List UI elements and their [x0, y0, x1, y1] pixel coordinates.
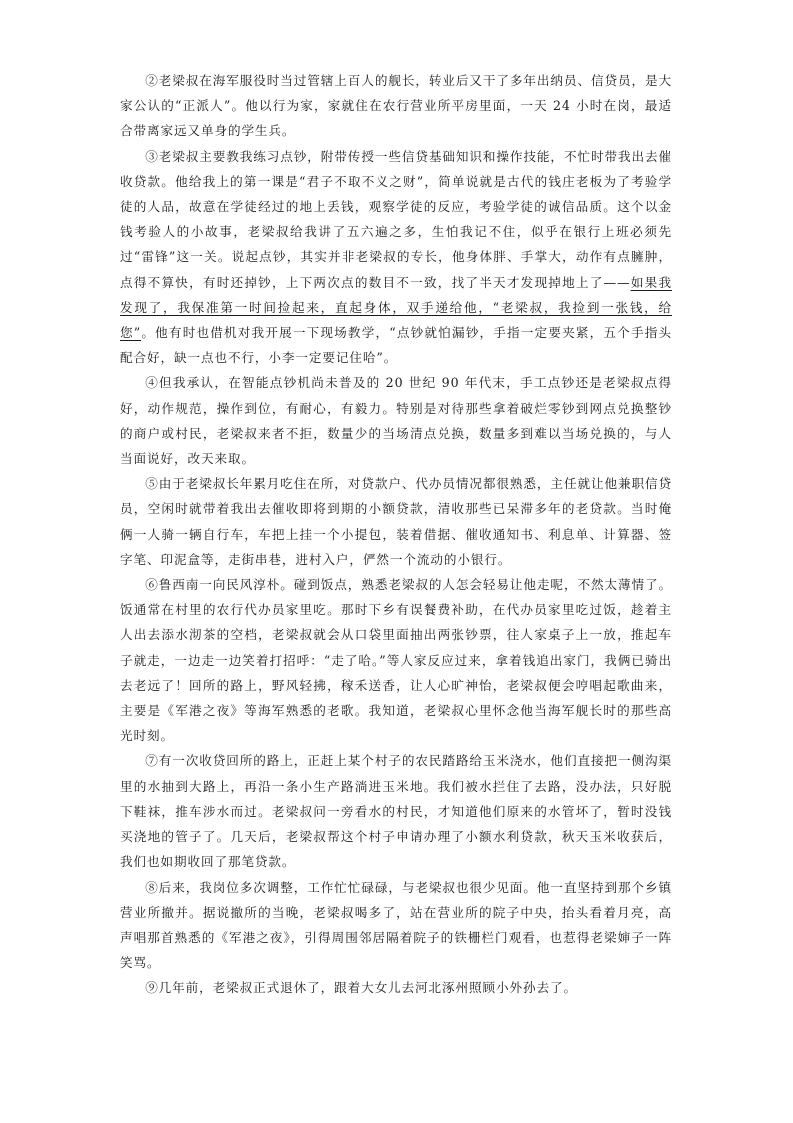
paragraph-3 — [120, 144, 672, 371]
paragraph-7: ⑦有一次收贷回所的路上，正赶上某个村子的农民踏路给玉米浇水，他们直接把一侧沟渠里的水抽到大路上，再沿一条小生产路淌进玉米地。我们被水拦住了去路，没办法，只好脱下鞋袜，推车涉水而过。老梁叔问一旁看水的村民，才知道他们原来的水管坏了，暂时没钱买浇地的管子了。几天后，老梁叔帮这个村子申请办理了小额水利贷款，秋天玉米收获后，我们也如期收回了那笔贷款。 — [120, 753, 672, 870]
paragraph-5: ⑤由于老梁叔长年累月吃住在所，对贷款户、代办员情况都很熟悉，主任就让他兼职信贷员，空闲时就带着我出去催收即将到期的小额贷款，清收那些已呆滞多年的老贷款。当时俺俩一人骑一辆自行车，车把上挂一个小提包，装着借据、催收通知书、利息单、计算器、签字笔、印泥盒等，走街串巷，进村入户，俨然一个流动的小银行。 — [120, 476, 672, 567]
paragraph-9: ⑨几年前，老梁叔正式退休了，跟着大女儿去河北涿州照顾小外孙去了。 — [145, 980, 577, 996]
article-body — [120, 68, 672, 1001]
paragraph-8: ⑧后来，我岗位多次调整，工作忙忙碌碌，与老梁叔也很少见面。他一直坚持到那个乡镇营业所撤并。据说撤所的当晚，老梁叔喝多了，站在营业所的院子中央，抬头看着月亮，高声唱那首熟悉的《军港之夜》，引得周围邻居隔着院子的铁栅栏门观看，也惹得老梁婶子一阵笑骂。 — [120, 879, 672, 971]
paragraph-4: ④但我承认，在智能点钞机尚未普及的 20 世纪 90 年代末，手工点钞还是老梁叔点得好，动作规范，操作到位，有耐心，有毅力。特别是对待那些拿着破烂零钞到网点兑换整钞的商户或村民，老梁叔来者不拒，数量少的当场清点兑换，数量多到难以当场兑换的，与人当面说好，改天来取。 — [120, 375, 672, 467]
paragraph-6: ⑥鲁西南一向民风淳朴。碰到饭点，熟悉老梁叔的人怎会轻易让他走呢，不然太薄情了。饭通常在村里的农行代办员家里吃。那时下乡有误餐费补助，在代办员家里吃过饭，趁着主人出去添水沏茶的空档，老梁叔就会从口袋里面抽出两张钞票，往人家桌子上一放，推起车子就走，一边走一边笑着打招呼：“走了哈。”等人家反应过来，拿着钱追出家门，我俩已骑出去老远了！回所的路上，野风轻拂，稼禾送香，让人心旷神怡，老梁叔便会哼唱起歌曲来，主要是《军港之夜》等海军熟悉的老歌。我知道，老梁叔心里怀念他当海军舰长时的那些高光时刻。 — [120, 577, 672, 744]
paragraph-2: ②老梁叔在海军服役时当过管辖上百人的舰长，转业后又干了多年出纳员、信贷员，是大家公认的“正派人”。他以行为家，家就住在农行营业所平房里面，一天 24 小时在岗，最适合带离家远又单身的学生兵。 — [120, 73, 672, 139]
paragraph-3-text-before: ③老梁叔主要教我练习点钞，附带传授一些信贷基础知识和操作技能，不忙时带我出去催收贷款。他给我上的第一课是“君子不取不义之财”，简单说就是古代的钱庄老板为了考验学徒的人品，故意在学徒经过的地上丢钱，观察学徒的反应，考验学徒的诚信品质。这个以金钱考验人的小故事，老梁叔给我讲了五六遍之多，生怕我记不住，似乎在银行上班必须先过“雷锋”这一关。说起点钞，其实并非老梁叔的专长，他身体胖、手掌大，动作有点臃肿，点得不算快，有时还掉钞，上下两次点的数目不一致，找了半天才发现掉地上了—— — [120, 148, 672, 290]
paragraph-3-text-after: 。他有时也借机对我开展一下现场教学，“点钞就怕漏钞，手指一定要夹紧，五个手指头配合好，缺一点也不行，小李一定要记住哈”。 — [120, 325, 672, 366]
underlined-sentence: 如果我发现了，我保准第一时间捡起来，直起身体，双手递给他，“老梁叔，我捡到一张钱，给您” — [120, 274, 672, 341]
